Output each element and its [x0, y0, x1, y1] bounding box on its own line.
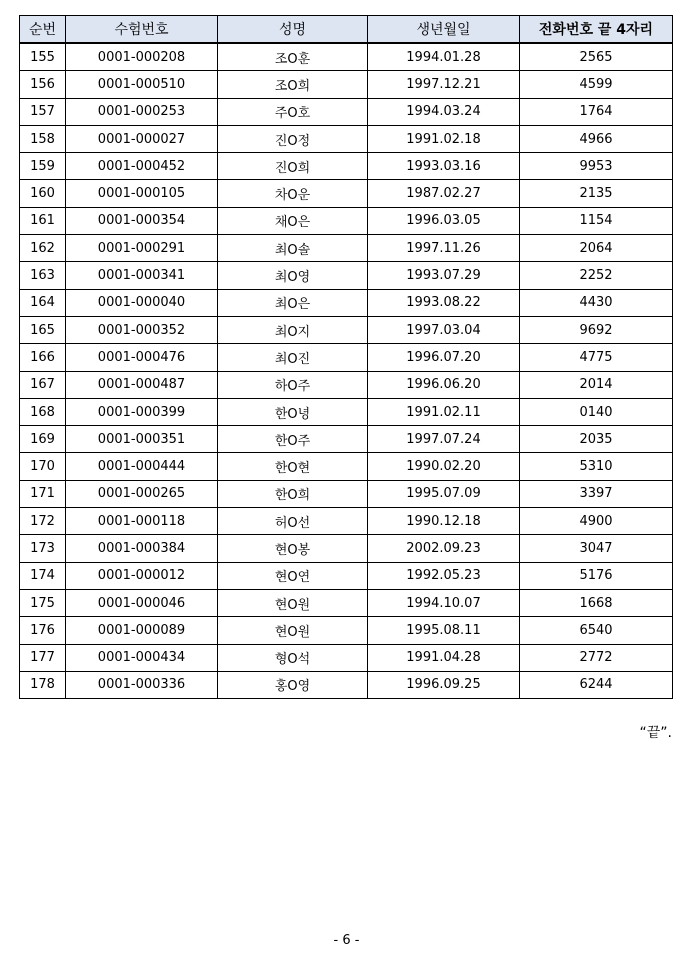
- cell-name: 최O솔: [218, 235, 368, 262]
- cell-name: 최O영: [218, 262, 368, 289]
- cell-exam-id: 0001-000046: [66, 589, 218, 616]
- cell-birthdate: 2002.09.23: [368, 535, 520, 562]
- cell-exam-id: 0001-000510: [66, 71, 218, 98]
- applicant-table: [19, 15, 673, 699]
- cell-name: 최O은: [218, 289, 368, 316]
- cell-exam-id: 0001-000208: [66, 43, 218, 71]
- cell-exam-id: 0001-000027: [66, 125, 218, 152]
- cell-exam-id: 0001-000352: [66, 316, 218, 343]
- cell-birthdate: 1992.05.23: [368, 562, 520, 589]
- cell-name: 한O희: [218, 480, 368, 507]
- cell-number: 160: [20, 180, 66, 207]
- cell-birthdate: 1993.08.22: [368, 289, 520, 316]
- table-row: [20, 180, 673, 207]
- table-row: [20, 398, 673, 425]
- cell-number: 167: [20, 371, 66, 398]
- table-row: [20, 207, 673, 234]
- cell-number: 174: [20, 562, 66, 589]
- cell-name: 현O봉: [218, 535, 368, 562]
- cell-birthdate: 1991.02.18: [368, 125, 520, 152]
- cell-phone-last4: 3397: [520, 480, 673, 507]
- cell-name: 채O은: [218, 207, 368, 234]
- table-row: [20, 289, 673, 316]
- table-row: [20, 453, 673, 480]
- cell-number: 158: [20, 125, 66, 152]
- cell-birthdate: 1991.04.28: [368, 644, 520, 671]
- cell-birthdate: 1996.06.20: [368, 371, 520, 398]
- cell-phone-last4: 6540: [520, 617, 673, 644]
- cell-name: 최O지: [218, 316, 368, 343]
- col-header-birthdate: 생년월일: [368, 16, 520, 44]
- table-row: [20, 371, 673, 398]
- cell-birthdate: 1997.07.24: [368, 426, 520, 453]
- cell-exam-id: 0001-000341: [66, 262, 218, 289]
- cell-exam-id: 0001-000105: [66, 180, 218, 207]
- page-number: - 6 -: [333, 933, 360, 948]
- cell-exam-id: 0001-000399: [66, 398, 218, 425]
- cell-phone-last4: 5310: [520, 453, 673, 480]
- table-row: [20, 617, 673, 644]
- cell-phone-last4: 4966: [520, 125, 673, 152]
- table-row: [20, 480, 673, 507]
- cell-birthdate: 1997.12.21: [368, 71, 520, 98]
- table-row: [20, 671, 673, 698]
- cell-birthdate: 1995.08.11: [368, 617, 520, 644]
- cell-birthdate: 1990.02.20: [368, 453, 520, 480]
- cell-birthdate: 1996.09.25: [368, 671, 520, 698]
- cell-birthdate: 1996.07.20: [368, 344, 520, 371]
- cell-name: 하O주: [218, 371, 368, 398]
- cell-phone-last4: 1668: [520, 589, 673, 616]
- cell-exam-id: 0001-000476: [66, 344, 218, 371]
- end-mark: “끝”.: [639, 725, 672, 741]
- cell-phone-last4: 4430: [520, 289, 673, 316]
- col-header-number: 순번: [20, 16, 66, 44]
- cell-birthdate: 1995.07.09: [368, 480, 520, 507]
- cell-name: 한O현: [218, 453, 368, 480]
- cell-number: 164: [20, 289, 66, 316]
- cell-phone-last4: 2135: [520, 180, 673, 207]
- cell-number: 162: [20, 235, 66, 262]
- cell-exam-id: 0001-000089: [66, 617, 218, 644]
- cell-number: 171: [20, 480, 66, 507]
- cell-number: 169: [20, 426, 66, 453]
- cell-phone-last4: 4775: [520, 344, 673, 371]
- table-row: [20, 125, 673, 152]
- cell-number: 163: [20, 262, 66, 289]
- cell-phone-last4: 2565: [520, 43, 673, 71]
- cell-birthdate: 1987.02.27: [368, 180, 520, 207]
- cell-number: 155: [20, 43, 66, 71]
- table-row: [20, 589, 673, 616]
- cell-name: 현O원: [218, 617, 368, 644]
- cell-exam-id: 0001-000384: [66, 535, 218, 562]
- table-header-row: [20, 16, 673, 44]
- cell-name: 허O선: [218, 508, 368, 535]
- table-row: [20, 262, 673, 289]
- cell-number: 170: [20, 453, 66, 480]
- cell-phone-last4: 2064: [520, 235, 673, 262]
- cell-exam-id: 0001-000040: [66, 289, 218, 316]
- cell-name: 현O원: [218, 589, 368, 616]
- cell-exam-id: 0001-000265: [66, 480, 218, 507]
- cell-name: 형O석: [218, 644, 368, 671]
- col-header-name: 성명: [218, 16, 368, 44]
- cell-phone-last4: 0140: [520, 398, 673, 425]
- cell-number: 161: [20, 207, 66, 234]
- table-row: [20, 316, 673, 343]
- cell-phone-last4: 2772: [520, 644, 673, 671]
- cell-number: 156: [20, 71, 66, 98]
- cell-phone-last4: 2035: [520, 426, 673, 453]
- table-row: [20, 508, 673, 535]
- cell-name: 한O주: [218, 426, 368, 453]
- cell-birthdate: 1991.02.11: [368, 398, 520, 425]
- cell-phone-last4: 3047: [520, 535, 673, 562]
- cell-name: 조O훈: [218, 43, 368, 71]
- cell-number: 172: [20, 508, 66, 535]
- table-row: [20, 98, 673, 125]
- cell-name: 차O운: [218, 180, 368, 207]
- cell-birthdate: 1993.07.29: [368, 262, 520, 289]
- cell-phone-last4: 1154: [520, 207, 673, 234]
- cell-phone-last4: 9692: [520, 316, 673, 343]
- cell-name: 조O희: [218, 71, 368, 98]
- table-row: [20, 71, 673, 98]
- cell-name: 홍O영: [218, 671, 368, 698]
- cell-exam-id: 0001-000444: [66, 453, 218, 480]
- cell-phone-last4: 2014: [520, 371, 673, 398]
- cell-exam-id: 0001-000253: [66, 98, 218, 125]
- table-row: [20, 535, 673, 562]
- cell-number: 166: [20, 344, 66, 371]
- cell-number: 173: [20, 535, 66, 562]
- cell-exam-id: 0001-000291: [66, 235, 218, 262]
- cell-name: 진O정: [218, 125, 368, 152]
- cell-phone-last4: 2252: [520, 262, 673, 289]
- cell-birthdate: 1994.03.24: [368, 98, 520, 125]
- cell-exam-id: 0001-000354: [66, 207, 218, 234]
- cell-number: 159: [20, 153, 66, 180]
- cell-number: 168: [20, 398, 66, 425]
- cell-birthdate: 1990.12.18: [368, 508, 520, 535]
- cell-exam-id: 0001-000351: [66, 426, 218, 453]
- cell-exam-id: 0001-000487: [66, 371, 218, 398]
- cell-birthdate: 1994.10.07: [368, 589, 520, 616]
- cell-name: 현O연: [218, 562, 368, 589]
- cell-birthdate: 1997.11.26: [368, 235, 520, 262]
- col-header-phone-last4: 전화번호 끝 4자리: [520, 16, 673, 44]
- cell-phone-last4: 4599: [520, 71, 673, 98]
- cell-phone-last4: 5176: [520, 562, 673, 589]
- table-body: [20, 43, 673, 699]
- cell-number: 178: [20, 671, 66, 698]
- cell-number: 165: [20, 316, 66, 343]
- cell-exam-id: 0001-000452: [66, 153, 218, 180]
- table-row: [20, 153, 673, 180]
- cell-name: 최O진: [218, 344, 368, 371]
- cell-phone-last4: 9953: [520, 153, 673, 180]
- table-row: [20, 235, 673, 262]
- cell-birthdate: 1993.03.16: [368, 153, 520, 180]
- col-header-exam-id: 수험번호: [66, 16, 218, 44]
- cell-birthdate: 1996.03.05: [368, 207, 520, 234]
- cell-name: 주O호: [218, 98, 368, 125]
- cell-number: 176: [20, 617, 66, 644]
- table-row: [20, 426, 673, 453]
- table-row: [20, 562, 673, 589]
- cell-phone-last4: 1764: [520, 98, 673, 125]
- table-row: [20, 644, 673, 671]
- cell-exam-id: 0001-000118: [66, 508, 218, 535]
- table-row: [20, 344, 673, 371]
- cell-number: 175: [20, 589, 66, 616]
- cell-exam-id: 0001-000434: [66, 644, 218, 671]
- cell-phone-last4: 6244: [520, 671, 673, 698]
- cell-name: 진O희: [218, 153, 368, 180]
- table-row: [20, 43, 673, 71]
- cell-number: 177: [20, 644, 66, 671]
- cell-name: 한O녕: [218, 398, 368, 425]
- cell-exam-id: 0001-000012: [66, 562, 218, 589]
- cell-birthdate: 1997.03.04: [368, 316, 520, 343]
- cell-birthdate: 1994.01.28: [368, 43, 520, 71]
- cell-number: 157: [20, 98, 66, 125]
- cell-exam-id: 0001-000336: [66, 671, 218, 698]
- cell-phone-last4: 4900: [520, 508, 673, 535]
